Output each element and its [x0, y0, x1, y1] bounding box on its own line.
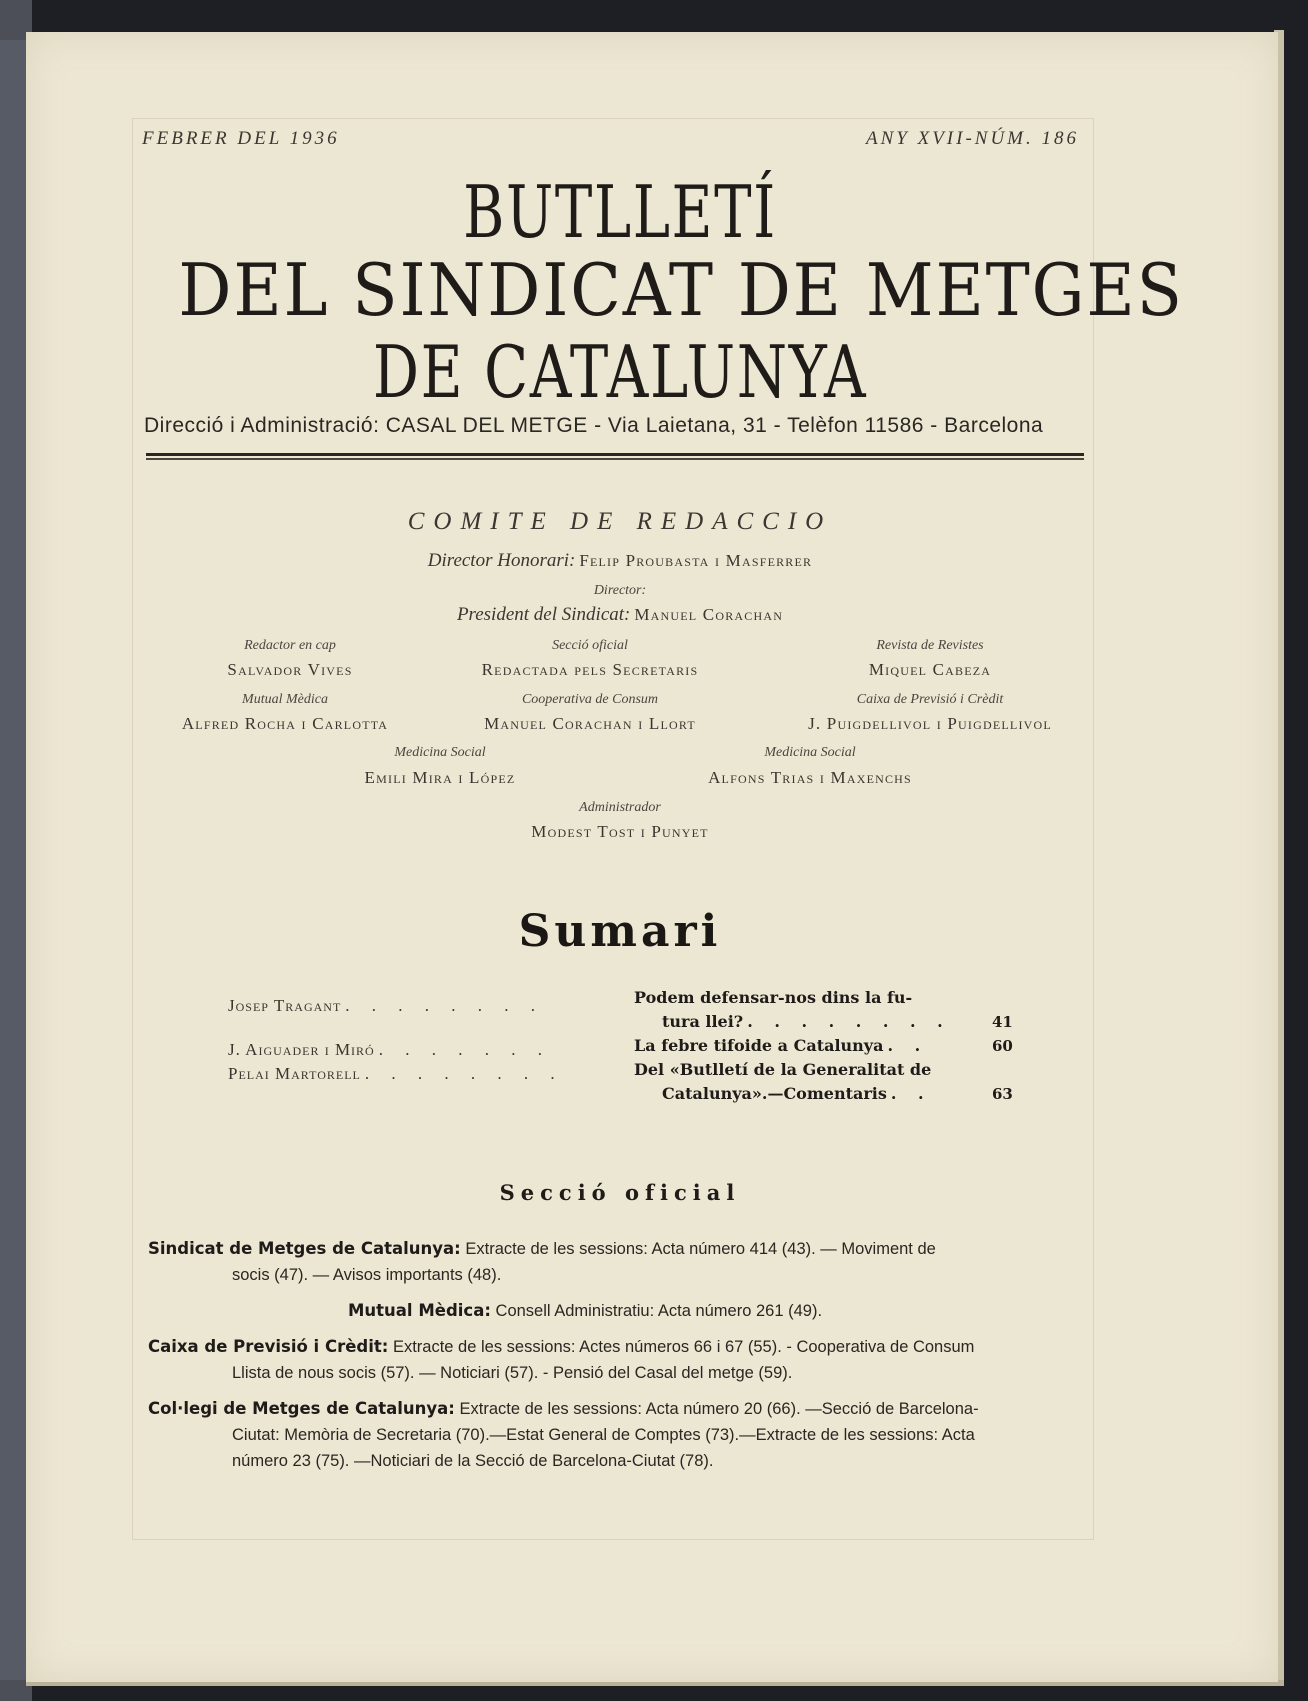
issue-number: ANY XVII-NÚM. 186 [866, 128, 1080, 149]
member-role: Secció oficial [552, 638, 628, 653]
member-role: Mutual Mèdica [242, 692, 328, 707]
toc-leader: . . . . . . . . [364, 1064, 564, 1083]
seccio-oficial-title: Secció oficial [499, 1180, 741, 1205]
toc-entry [228, 996, 544, 1016]
member-name: J. Puigdellivol i Puigdellivol [808, 714, 1052, 733]
official-item-text: socis (47). — Avisos importants (48). [232, 1266, 502, 1284]
member-name: Redactada pels Secretaris [481, 660, 699, 679]
official-item [148, 1236, 936, 1288]
member-name: Manuel Corachan i Llort [484, 714, 696, 733]
toc-title-cont [662, 1012, 951, 1032]
toc-entry [228, 1064, 564, 1084]
toc-leader: . . [887, 1036, 929, 1055]
member-name: Alfons Trias i Maxenchs [708, 768, 912, 787]
toc-title: Del «Butlletí de la Generalitat de [634, 1060, 932, 1079]
scan-binding-strip [0, 40, 26, 1680]
toc-title: Podem defensar-nos dins la fu- [634, 988, 913, 1007]
address-line: Direcció i Administració: CASAL DEL METGE - Via Laietana, 31 - Telèfon 11586 - Barcelona [144, 414, 1044, 437]
official-item-text: Extracte de les sessions: Acta número 414 (43). — Moviment de [465, 1240, 936, 1258]
member-role: Medicina Social [764, 745, 856, 760]
toc-leader: . . . . . . . . [747, 1012, 951, 1031]
honorary-director-line [140, 550, 1100, 572]
toc-title-line2: Catalunya».—Comentaris [662, 1084, 887, 1103]
toc-author: Pelai Martorell [228, 1064, 361, 1083]
toc-author: Josep Tragant [228, 996, 342, 1015]
official-item-text: Extracte de les sessions: Actes números 66 i 67 (55). - Cooperativa de Consum [392, 1338, 975, 1356]
administrator-name: Modest Tost i Punyet [531, 822, 709, 841]
committee-title: COMITE DE REDACCIO [407, 508, 833, 535]
official-item-text: Extracte de les sessions: Acta número 20 (66). —Secció de Barcelona- [459, 1400, 979, 1418]
toc-title: La febre tifoide a Catalunya [634, 1036, 884, 1055]
official-item [148, 1334, 974, 1386]
director-label: Director: [593, 583, 647, 598]
toc-title-line2: tura llei? [662, 1012, 744, 1031]
masthead-rule-thick [146, 453, 1084, 456]
official-item [148, 1396, 979, 1474]
member-role: Caixa de Previsió i Crèdit [856, 692, 1004, 707]
official-item-text: Consell Administratiu: Acta número 261 (49). [495, 1302, 823, 1320]
toc-title-row [634, 1036, 928, 1056]
toc-page: 60 [992, 1037, 1013, 1055]
issue-date: FEBRER DEL 1936 [142, 128, 340, 149]
toc-leader: . . . . . . . . [345, 996, 545, 1015]
member-role: Revista de Revistes [876, 638, 984, 653]
president-role: President del Sindicat: [456, 604, 631, 625]
honorary-director-name: Felip Proubasta i Masferrer [579, 551, 813, 570]
masthead-line-2: DEL SINDICAT DE METGES [178, 248, 1184, 332]
honorary-director-role: Director Honorari: [427, 550, 576, 571]
official-item-text: Llista de nous socis (57). — Noticiari (57). - Pensió del Casal del metge (59). [232, 1364, 793, 1382]
president-line [140, 604, 1100, 626]
official-item-heading: Col·legi de Metges de Catalunya: [148, 1399, 455, 1418]
official-item [348, 1298, 822, 1324]
sumari-title: Sumari [518, 906, 722, 957]
masthead-line-3: DE CATALUNYA [372, 330, 868, 414]
member-role: Redactor en cap [244, 638, 336, 653]
toc-entry [228, 1040, 551, 1060]
administrator-role: Administrador [579, 800, 661, 815]
toc-page: 63 [992, 1085, 1013, 1103]
masthead-rule-thin [146, 458, 1084, 460]
toc-page: 41 [992, 1013, 1013, 1031]
official-item-text: número 23 (75). —Noticiari de la Secció de Barcelona-Ciutat (78). [232, 1452, 714, 1470]
toc-leader: . . [890, 1084, 932, 1103]
official-item-heading: Sindicat de Metges de Catalunya: [148, 1239, 461, 1258]
member-name: Miquel Cabeza [868, 660, 992, 679]
member-role: Medicina Social [394, 745, 486, 760]
toc-title-cont [662, 1084, 932, 1104]
member-name: Salvador Vives [227, 660, 353, 679]
member-name: Emili Mira i López [364, 768, 516, 787]
official-item-heading: Caixa de Previsió i Crèdit: [148, 1337, 389, 1356]
toc-author: J. Aiguader i Miró [228, 1040, 375, 1059]
member-role: Cooperativa de Consum [521, 692, 659, 707]
member-name: Alfred Rocha i Carlotta [181, 714, 389, 733]
president-name: Manuel Corachan [634, 605, 784, 624]
toc-leader: . . . . . . . [378, 1040, 551, 1059]
official-item-heading: Mutual Mèdica: [348, 1301, 491, 1320]
masthead-line-1: BUTLLETÍ [463, 170, 777, 254]
official-item-text: Ciutat: Memòria de Secretaria (70).—Estat General de Comptes (73).—Extracte de les sessions: Acta [232, 1426, 975, 1444]
